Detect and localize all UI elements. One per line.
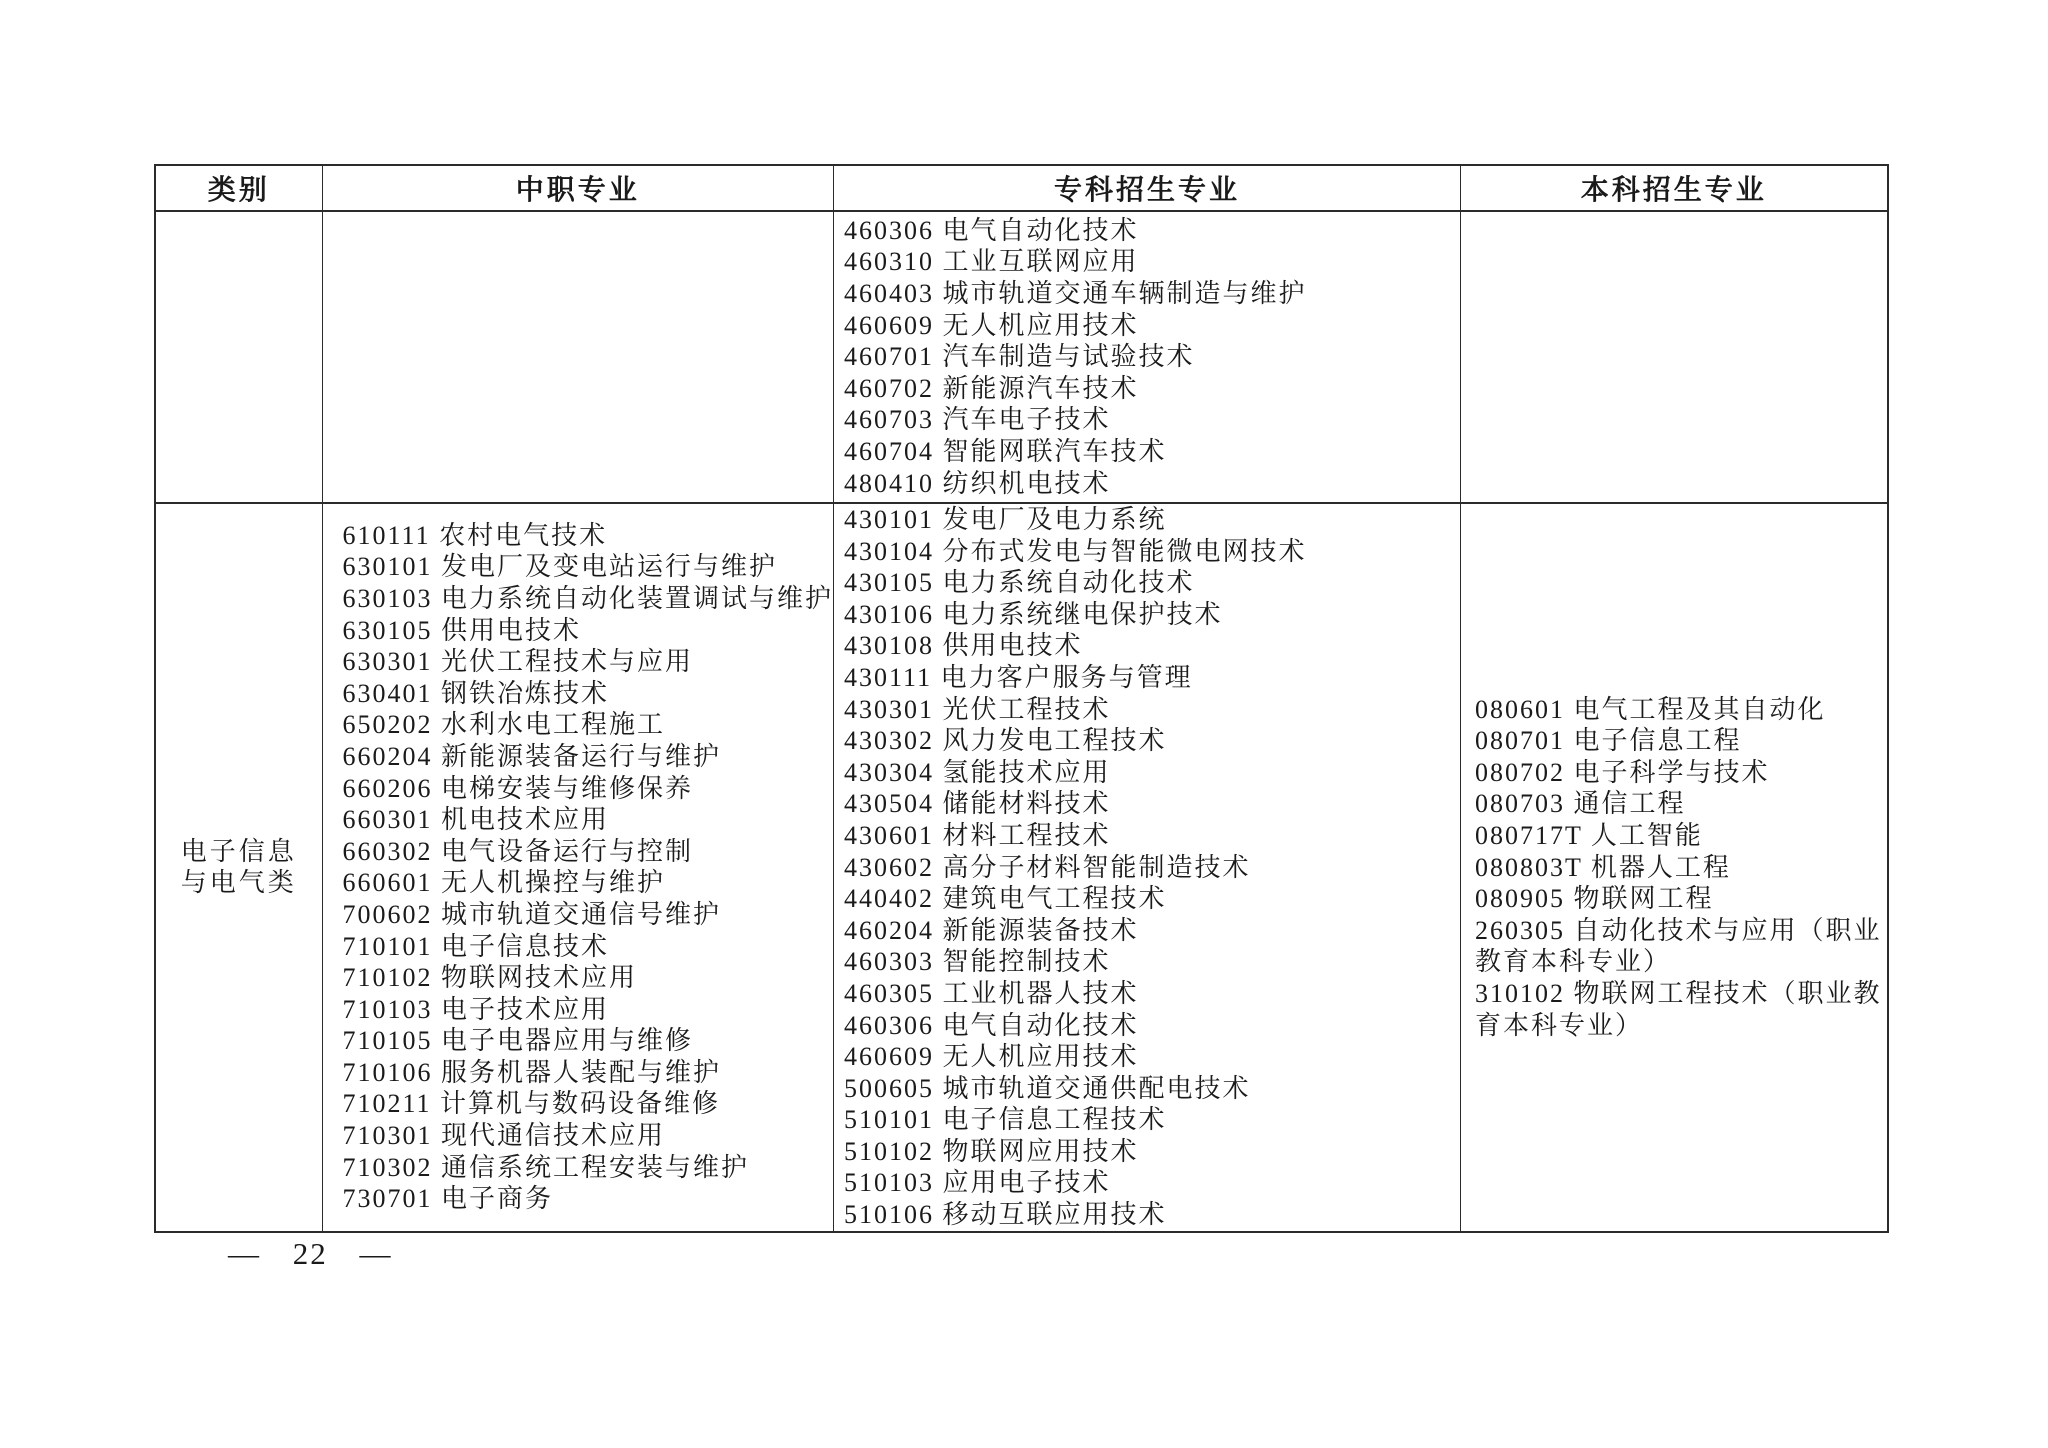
major-line: 460403 城市轨道交通车辆制造与维护 — [844, 279, 1307, 309]
major-line: 710211 计算机与数码设备维修 — [342, 1089, 721, 1119]
cell-row1-category — [155, 211, 322, 503]
major-line: 630105 供用电技术 — [342, 615, 582, 645]
major-line: 510102 物联网应用技术 — [844, 1136, 1139, 1166]
major-line: 460703 汽车电子技术 — [844, 405, 1111, 435]
major-line: 650202 水利水电工程施工 — [342, 710, 666, 740]
major-line: 660204 新能源装备运行与维护 — [342, 741, 722, 771]
major-line: 080702 电子科学与技术 — [1475, 757, 1770, 787]
major-line: 育本科专业） — [1475, 1010, 1644, 1040]
cell-row1-zhuanke — [834, 211, 1461, 503]
header-benke-major: 本科招生专业 — [1461, 165, 1888, 211]
cell-row1-zhongzhi — [322, 211, 834, 503]
major-line: 710103 电子技术应用 — [342, 994, 610, 1024]
zhongzhi-major-list — [323, 520, 834, 1215]
major-line: 460204 新能源装备技术 — [844, 915, 1139, 945]
header-category: 类别 — [155, 165, 322, 211]
page-number: — 22 — — [228, 1236, 393, 1271]
cell-row2-benke — [1461, 503, 1888, 1232]
major-line: 710302 通信系统工程安装与维护 — [342, 1152, 750, 1182]
major-line: 教育本科专业） — [1475, 947, 1672, 977]
major-line: 430104 分布式发电与智能微电网技术 — [844, 536, 1307, 566]
major-line: 660302 电气设备运行与控制 — [342, 836, 694, 866]
header-zhongzhi-major: 中职专业 — [322, 165, 834, 211]
major-line: 700602 城市轨道交通信号维护 — [342, 899, 722, 929]
major-line: 610111 农村电气技术 — [342, 520, 608, 550]
major-line: 430106 电力系统继电保护技术 — [844, 599, 1223, 629]
major-line: 460702 新能源汽车技术 — [844, 373, 1139, 403]
major-line: 460306 电气自动化技术 — [844, 1010, 1139, 1040]
major-line: 510103 应用电子技术 — [844, 1168, 1111, 1198]
major-line: 630101 发电厂及变电站运行与维护 — [342, 552, 778, 582]
major-line: 430602 高分子材料智能制造技术 — [844, 852, 1251, 882]
major-line: 440402 建筑电气工程技术 — [844, 884, 1167, 914]
major-line: 460609 无人机应用技术 — [844, 310, 1139, 340]
major-line: 710105 电子电器应用与维修 — [342, 1026, 694, 1056]
cell-row1-benke — [1461, 211, 1888, 503]
category-label — [156, 836, 322, 899]
major-line: 260305 自动化技术与应用（职业 — [1475, 915, 1882, 945]
major-line: 430304 氢能技术应用 — [844, 757, 1111, 787]
major-line: 080601 电气工程及其自动化 — [1475, 694, 1826, 724]
major-line: 460701 汽车制造与试验技术 — [844, 342, 1195, 372]
major-line: 430601 材料工程技术 — [844, 820, 1111, 850]
major-line: 630401 钢铁冶炼技术 — [342, 678, 610, 708]
major-line: 460305 工业机器人技术 — [844, 978, 1139, 1008]
major-line: 430101 发电厂及电力系统 — [844, 505, 1167, 534]
major-line: 080905 物联网工程 — [1475, 884, 1714, 914]
major-line: 430105 电力系统自动化技术 — [844, 568, 1195, 598]
major-line: 080703 通信工程 — [1475, 789, 1686, 819]
major-line: 630301 光伏工程技术与应用 — [342, 647, 694, 677]
table-row-continuation — [155, 211, 1888, 503]
major-line: 460310 工业互联网应用 — [844, 247, 1139, 277]
major-line: 480410 纺织机电技术 — [844, 468, 1111, 498]
zhuanke-major-list — [834, 504, 1460, 1231]
cell-row2-zhuanke — [834, 503, 1461, 1232]
major-line: 710101 电子信息技术 — [342, 931, 610, 961]
major-line: 660601 无人机操控与维护 — [342, 868, 666, 898]
benke-major-list — [1461, 694, 1887, 1042]
major-line: 500605 城市轨道交通供配电技术 — [844, 1073, 1251, 1103]
zhuanke-major-list — [834, 215, 1460, 499]
major-line: 080717T 人工智能 — [1475, 820, 1703, 850]
major-line: 630103 电力系统自动化装置调试与维护 — [342, 583, 834, 613]
category-line: 与电气类 — [180, 868, 297, 898]
major-line: 430302 风力发电工程技术 — [844, 726, 1167, 756]
major-line: 510106 移动互联应用技术 — [844, 1200, 1167, 1230]
major-line: 510101 电子信息工程技术 — [844, 1105, 1167, 1135]
major-line: 430111 电力客户服务与管理 — [844, 662, 1193, 692]
major-line: 430108 供用电技术 — [844, 631, 1083, 661]
majors-table — [154, 164, 1889, 1233]
major-line: 460303 智能控制技术 — [844, 947, 1111, 977]
major-line: 310102 物联网工程技术（职业教 — [1475, 978, 1882, 1008]
cell-row2-zhongzhi — [322, 503, 834, 1232]
major-line: 460306 电气自动化技术 — [844, 215, 1139, 245]
major-line: 710102 物联网技术应用 — [342, 963, 638, 993]
category-line: 电子信息 — [180, 836, 297, 866]
major-line: 460704 智能网联汽车技术 — [844, 436, 1167, 466]
major-line: 730701 电子商务 — [342, 1184, 554, 1214]
table-row-electronics-electrical — [155, 503, 1888, 1232]
major-line: 660301 机电技术应用 — [342, 805, 610, 835]
major-line: 710106 服务机器人装配与维护 — [342, 1057, 722, 1087]
major-line: 660206 电梯安装与维修保养 — [342, 773, 694, 803]
header-zhuanke-major: 专科招生专业 — [834, 165, 1461, 211]
major-line: 080803T 机器人工程 — [1475, 852, 1731, 882]
major-line: 460609 无人机应用技术 — [844, 1042, 1139, 1072]
table-header-row — [155, 165, 1888, 211]
major-line: 430504 储能材料技术 — [844, 789, 1111, 819]
major-line: 080701 电子信息工程 — [1475, 726, 1742, 756]
major-line: 430301 光伏工程技术 — [844, 694, 1111, 724]
cell-row2-category — [155, 503, 322, 1232]
major-line: 710301 现代通信技术应用 — [342, 1121, 666, 1151]
